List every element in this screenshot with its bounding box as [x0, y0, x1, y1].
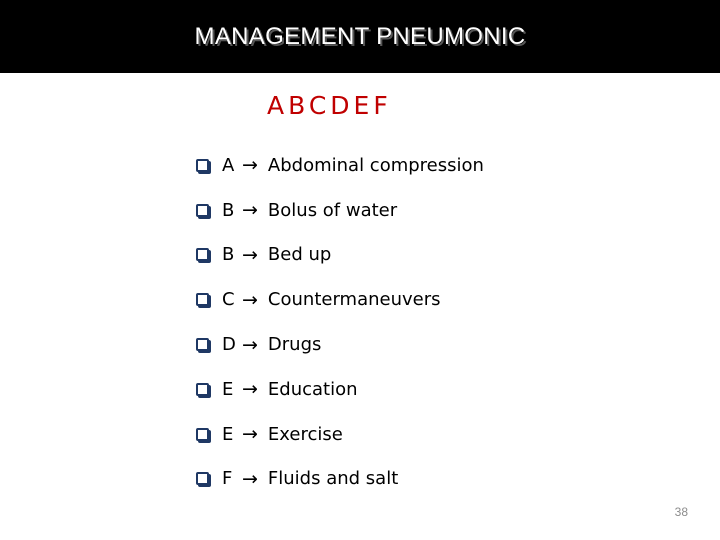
square-bullet-icon [196, 159, 209, 172]
item-text: Fluids and salt [267, 468, 399, 490]
right-arrow-icon: → [242, 243, 258, 266]
list-item [196, 367, 484, 412]
square-bullet-icon [196, 428, 209, 441]
item-text: Drugs [267, 334, 322, 356]
list-item [196, 277, 484, 322]
item-letter: F [222, 468, 233, 490]
list-item [196, 412, 484, 457]
item-letter: E [222, 378, 234, 400]
item-text: Bed up [267, 244, 332, 266]
square-bullet-icon [196, 204, 209, 217]
item-letter: C [222, 289, 235, 311]
list-item [196, 457, 484, 502]
right-arrow-icon: → [242, 423, 258, 446]
item-letter: A [222, 154, 235, 176]
right-arrow-icon: → [242, 378, 258, 401]
item-letter: D [222, 334, 236, 356]
item-text: Education [267, 378, 358, 400]
item-letter: B [222, 244, 235, 266]
item-letter: E [222, 423, 234, 445]
item-letter: B [222, 199, 235, 221]
list-item [196, 233, 484, 278]
square-bullet-icon [196, 383, 209, 396]
item-text: Abdominal compression [267, 154, 484, 176]
slide-subtitle: ABCDEF [267, 91, 392, 120]
page-number: 38 [674, 505, 688, 519]
square-bullet-icon [196, 472, 209, 485]
square-bullet-icon [196, 248, 209, 261]
right-arrow-icon: → [242, 288, 258, 311]
list-item [196, 322, 484, 367]
right-arrow-icon: → [242, 467, 258, 490]
item-text: Bolus of water [267, 199, 398, 221]
list-item [196, 188, 484, 233]
list-item [196, 143, 484, 188]
right-arrow-icon: → [242, 199, 258, 222]
right-arrow-icon: → [242, 154, 258, 177]
right-arrow-icon: → [242, 333, 258, 356]
square-bullet-icon [196, 293, 209, 306]
mnemonic-list [196, 143, 484, 501]
slide-title: MANAGEMENT PNEUMONIC [194, 23, 526, 50]
item-text: Exercise [267, 423, 343, 445]
square-bullet-icon [196, 338, 209, 351]
item-text: Countermaneuvers [267, 289, 441, 311]
